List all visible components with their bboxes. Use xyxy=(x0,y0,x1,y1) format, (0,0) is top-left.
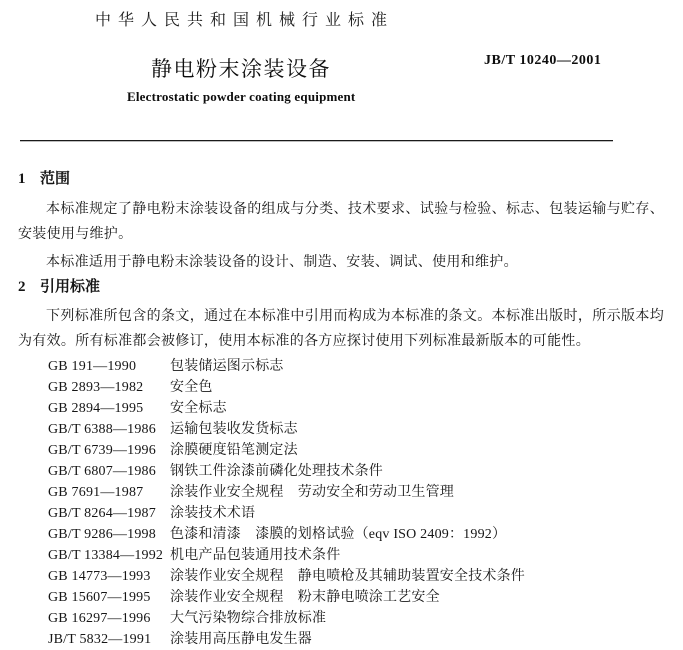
reference-title: 涂装技术术语 xyxy=(170,506,256,521)
reference-code: GB/T 9286—1998 xyxy=(48,527,156,542)
section-2-heading xyxy=(18,277,664,298)
reference-row xyxy=(48,629,664,650)
document-title-zh: 静电粉末涂装设备 xyxy=(151,57,331,81)
reference-code: GB/T 6807—1986 xyxy=(48,464,156,479)
reference-title: 涂膜硬度铅笔测定法 xyxy=(170,443,298,458)
reference-row xyxy=(48,377,664,398)
reference-row xyxy=(48,419,664,440)
reference-title: 钢铁工件涂漆前磷化处理技术条件 xyxy=(170,464,383,479)
reference-code: GB 7691—1987 xyxy=(48,485,144,500)
section-1-heading xyxy=(18,169,664,190)
document-body xyxy=(18,142,664,650)
reference-title: 运输包装收发货标志 xyxy=(170,422,298,437)
reference-code: GB/T 8264—1987 xyxy=(48,506,156,521)
section-1-number: 1 xyxy=(18,171,26,187)
reference-code: GB 16297—1996 xyxy=(48,611,151,626)
reference-row xyxy=(48,566,664,587)
standard-type-line: 中华人民共和国机械行业标准 xyxy=(95,12,395,29)
document-title-en: Electrostatic powder coating equipment xyxy=(127,89,356,104)
reference-list xyxy=(48,356,664,650)
reference-code: GB 15607—1995 xyxy=(48,590,151,605)
reference-row xyxy=(48,440,664,461)
reference-code: GB/T 6739—1996 xyxy=(48,443,156,458)
section-2-title: 引用标准 xyxy=(40,279,101,295)
standard-number: JB/T 10240—2001 xyxy=(484,53,602,68)
section-1-title: 范围 xyxy=(40,171,71,187)
scope-paragraph-2: 本标准适用于静电粉末涂装设备的设计、制造、安装、调试、使用和维护。 xyxy=(46,255,518,270)
reference-row xyxy=(48,587,664,608)
reference-row xyxy=(48,461,664,482)
reference-code: GB/T 13384—1992 xyxy=(48,548,164,563)
reference-row xyxy=(48,503,664,524)
reference-code: GB 2894—1995 xyxy=(48,401,144,416)
reference-title: 涂装作业安全规程 劳动安全和劳动卫生管理 xyxy=(170,485,454,500)
reference-row xyxy=(48,545,664,566)
reference-code: JB/T 5832—1991 xyxy=(48,632,152,647)
reference-code: GB 191—1990 xyxy=(48,359,137,374)
scope-paragraph-1: 本标准规定了静电粉末涂装设备的组成与分类、技术要求、试验与检验、标志、包装运输与贮存、安装使用与维护。 xyxy=(18,202,664,242)
reference-title: 包装储运图示标志 xyxy=(170,359,284,374)
reference-code: GB 14773—1993 xyxy=(48,569,151,584)
references-intro-paragraph: 下列标准所包含的条文，通过在本标准中引用而构成为本标准的条文。本标准出版时，所示版本均为有效。所有标准都会被修订，使用本标准的各方应探讨使用下列标准最新版本的可能性。 xyxy=(18,309,664,349)
reference-title: 安全色 xyxy=(170,380,213,395)
reference-title: 机电产品包装通用技术条件 xyxy=(170,548,341,563)
reference-title: 大气污染物综合排放标准 xyxy=(170,611,327,626)
reference-row xyxy=(48,524,664,545)
reference-title: 涂装作业安全规程 静电喷枪及其辅助装置安全技术条件 xyxy=(170,569,525,584)
reference-row xyxy=(48,608,664,629)
reference-code: GB 2893—1982 xyxy=(48,380,144,395)
reference-row xyxy=(48,356,664,377)
section-2-number: 2 xyxy=(18,279,26,295)
reference-title: 安全标志 xyxy=(170,401,227,416)
reference-row xyxy=(48,398,664,419)
reference-title: 色漆和清漆 漆膜的划格试验（eqv ISO 2409：1992） xyxy=(170,527,507,542)
reference-row xyxy=(48,482,664,503)
reference-title: 涂装用高压静电发生器 xyxy=(170,632,312,647)
reference-code: GB/T 6388—1986 xyxy=(48,422,156,437)
reference-title: 涂装作业安全规程 粉末静电喷涂工艺安全 xyxy=(170,590,440,605)
